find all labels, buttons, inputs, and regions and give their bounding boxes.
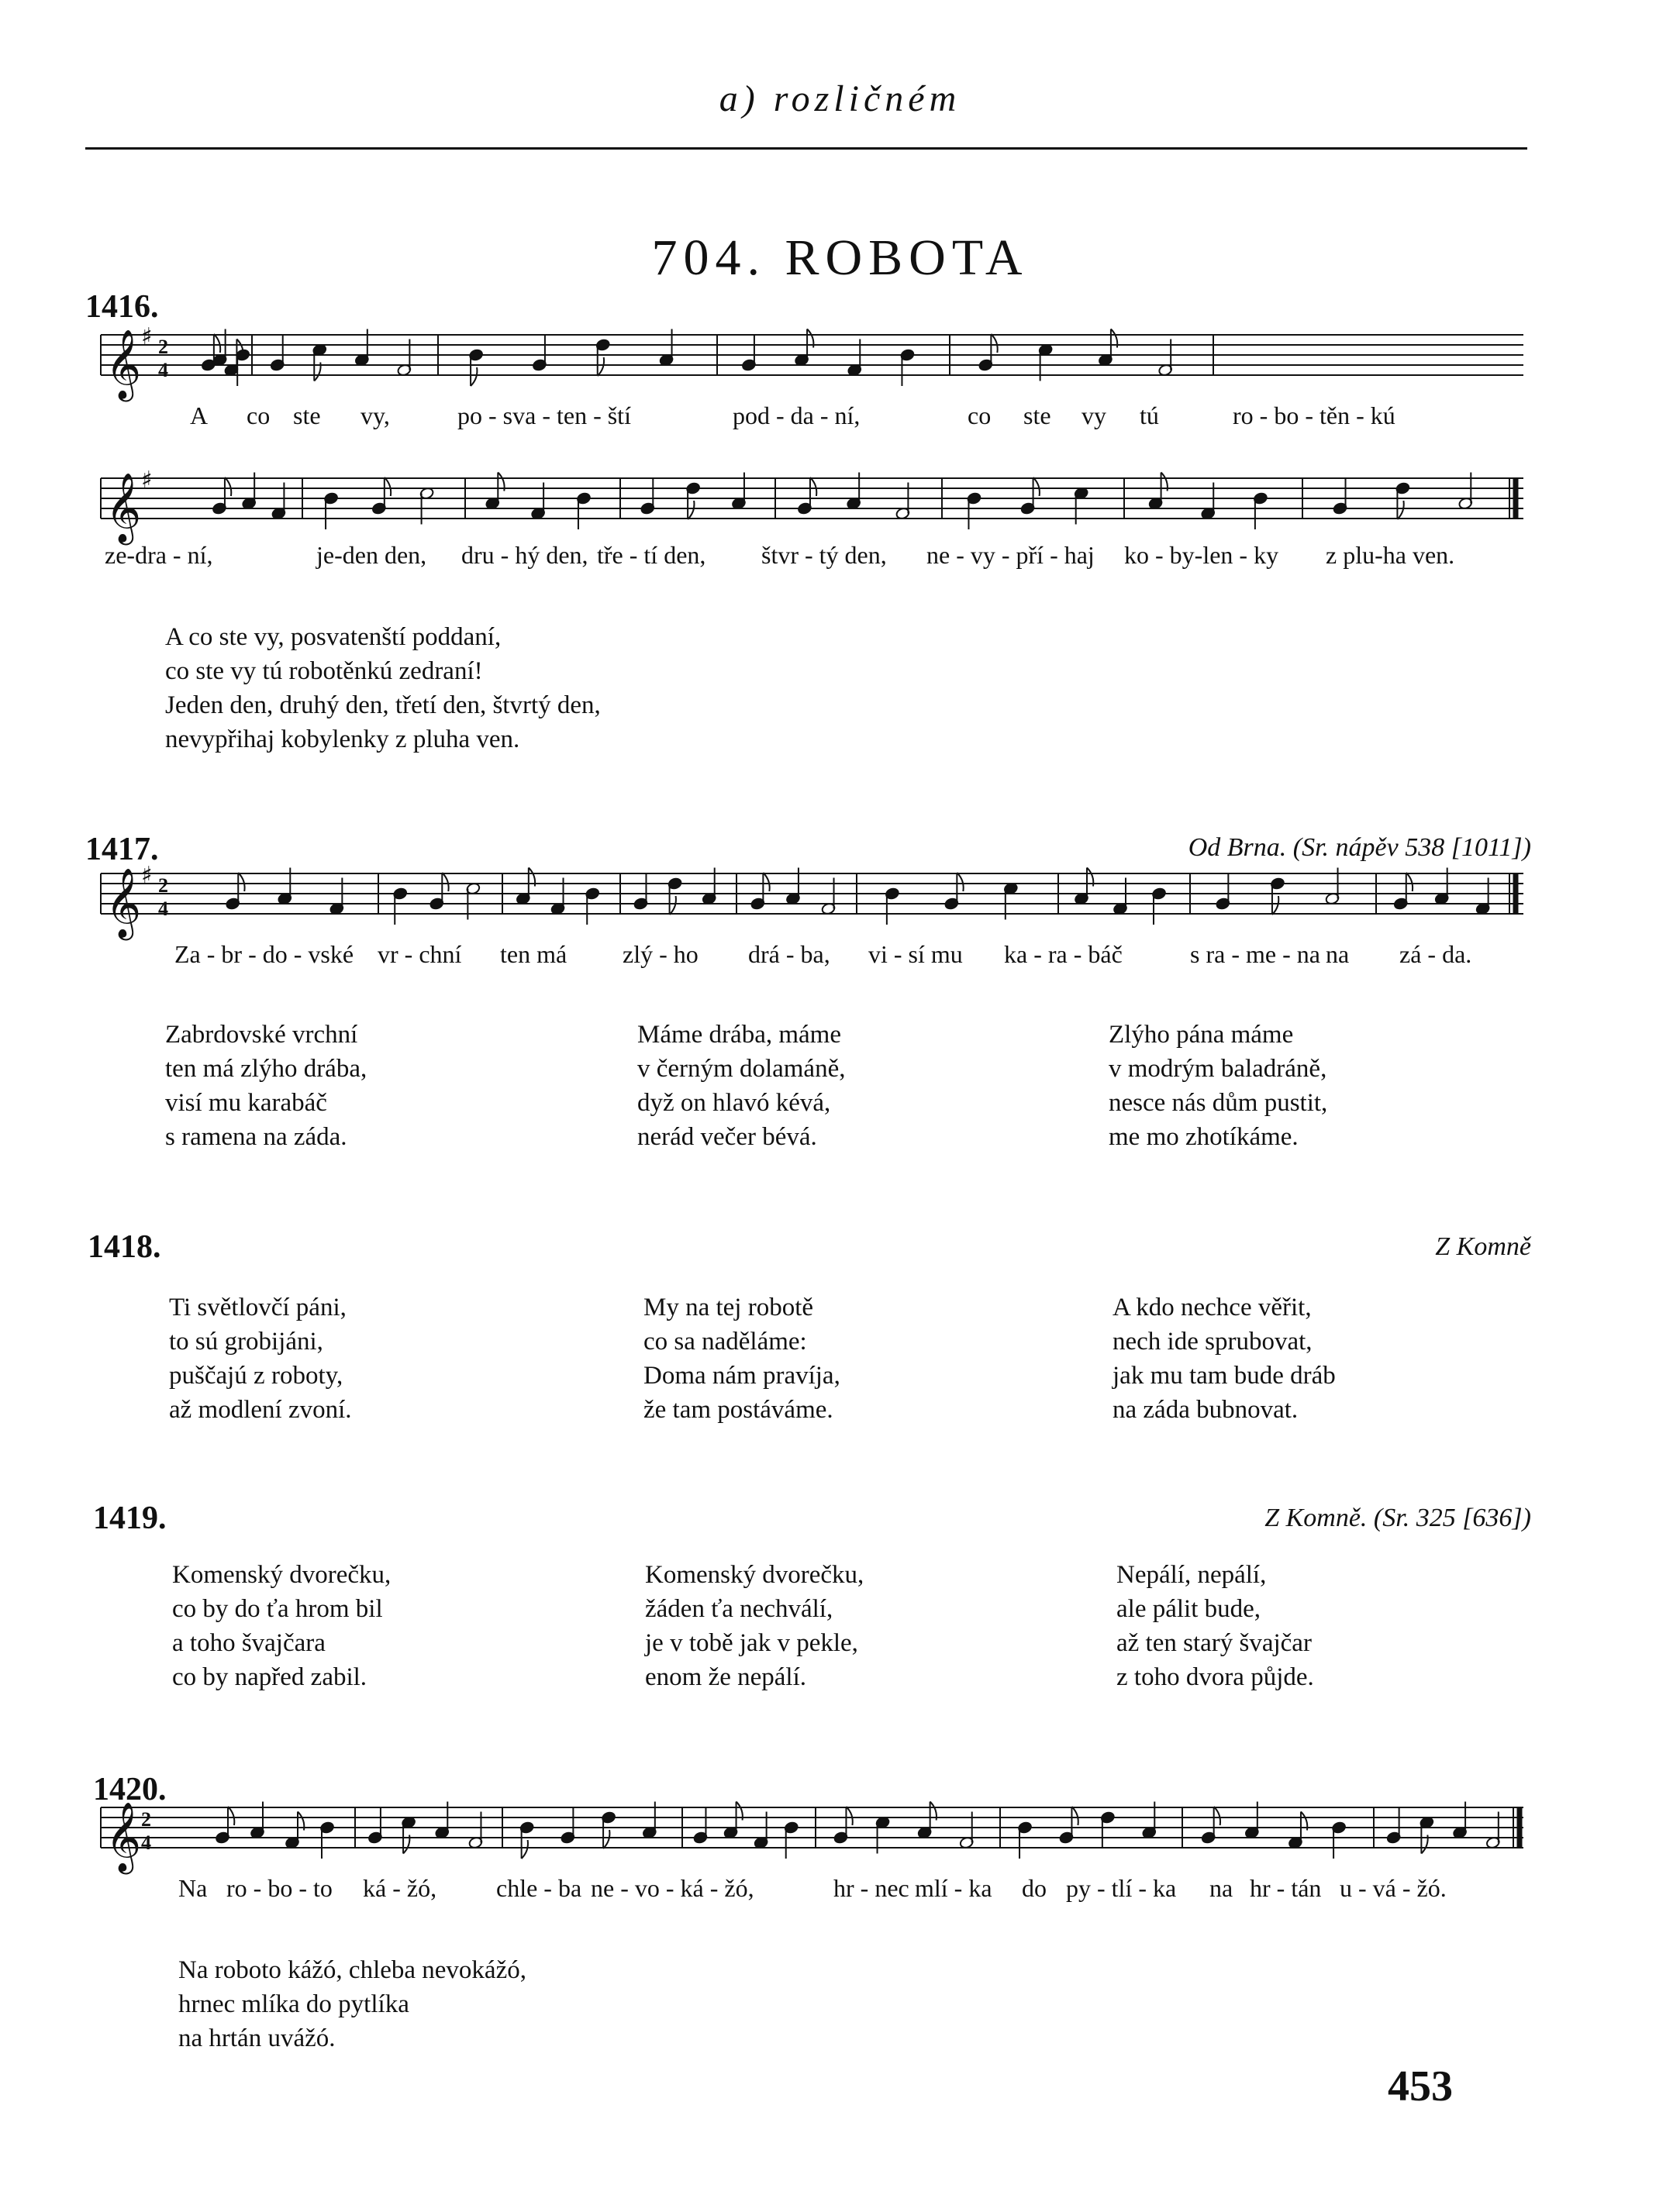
note-flag (522, 1840, 528, 1859)
lyric-syllable: py - tlí - ka (1066, 1874, 1177, 1902)
time-signature-denominator: 4 (158, 898, 168, 920)
song-title: 704. ROBOTA (651, 229, 1029, 286)
lyric-syllable: ten má (500, 940, 567, 968)
text-line: nevypřihaj kobylenky z pluha ven. (165, 725, 520, 753)
sharp-icon: ♯ (141, 467, 153, 494)
text-line: na hrtán uvážó. (178, 2024, 336, 2052)
text-line: s ramena na záda. (165, 1123, 347, 1151)
text-line: A kdo nechce věřit, (1113, 1294, 1312, 1321)
treble-clef-icon: 𝄞 (105, 329, 142, 399)
lyric-syllable: zlý - ho (623, 940, 699, 968)
song-text (178, 1953, 526, 2055)
melody-number: 1419. (93, 1501, 167, 1536)
text-line: dyž on hlavó kévá, (637, 1089, 831, 1117)
lyric-syllable: ro - bo - těn - kú (1233, 401, 1395, 429)
lyric-syllable: na (1209, 1874, 1233, 1902)
lyric-syllable: na (1326, 940, 1350, 968)
lyric-syllable: vy (1081, 401, 1106, 429)
treble-clef-icon: 𝄞 (105, 473, 142, 543)
lyric-syllable: co (247, 401, 271, 429)
source-note: Z Komně. (Sr. 325 [636]) (1264, 1504, 1531, 1532)
text-line: nesce nás dům pustit, (1109, 1089, 1328, 1117)
lyric-syllable: zá - da. (1399, 940, 1472, 968)
text-line: Nepálí, nepálí, (1116, 1561, 1267, 1589)
lyric-syllable: ne - vy - pří - haj (926, 541, 1095, 569)
melody-number: 1420. (93, 1772, 167, 1807)
note-flag (846, 1807, 852, 1825)
time-signature-denominator: 4 (158, 359, 168, 381)
sharp-icon: ♯ (141, 862, 153, 889)
lyric-syllable: tře - tí den, (597, 541, 706, 569)
text-line: Doma nám pravíja, (643, 1362, 840, 1390)
lyric-syllable: pod - da - ní, (733, 401, 861, 429)
lyric-syllable: s ra - me - na (1190, 940, 1320, 968)
page-number: 453 (1388, 2062, 1453, 2110)
source-note: Od Brna. (Sr. nápěv 538 [1011]) (1188, 833, 1531, 862)
lyric-syllable: hr - tán (1250, 1874, 1322, 1902)
lyric-syllable: ká - žó, (363, 1874, 437, 1902)
lyric-syllable: vr - chní (378, 940, 462, 968)
lyric-syllable: drá - ba, (748, 940, 830, 968)
text-line: na záda bubnovat. (1113, 1396, 1299, 1424)
text-line: a toho švajčara (172, 1629, 326, 1657)
lyric-syllable: z plu-ha ven. (1326, 541, 1455, 569)
lyric-syllable: Na (178, 1874, 208, 1902)
text-line: to sú grobijáni, (169, 1328, 323, 1356)
lyric-syllable: ze-dra - ní, (105, 541, 213, 569)
text-line: Komenský dvorečku, (645, 1561, 864, 1589)
lyric-syllable: hr - nec (833, 1874, 909, 1902)
text-line: až modlení zvoní. (169, 1396, 352, 1424)
lyric-syllable: vy, (360, 401, 390, 429)
melody-number: 1416. (85, 289, 159, 325)
text-line: puščajú z roboty, (169, 1362, 343, 1390)
treble-clef-icon: 𝄞 (105, 1802, 142, 1872)
text-line: Máme drába, máme (637, 1021, 841, 1049)
lyric-syllable: ro - bo - to (226, 1874, 333, 1902)
text-line: v modrým baladráně, (1109, 1055, 1327, 1083)
text-line: Jeden den, druhý den, třetí den, štvrtý den, (165, 691, 601, 719)
text-line: co by do ťa hrom bil (172, 1595, 383, 1623)
time-signature-numerator: 2 (158, 336, 168, 358)
lyric-syllable: mlí - ka (915, 1874, 992, 1902)
text-line: Na roboto kážó, chleba nevokážó, (178, 1956, 526, 1984)
text-line: ten má zlýho drába, (165, 1055, 367, 1083)
time-signature-numerator: 2 (141, 1808, 151, 1831)
text-line: nerád večer bévá. (637, 1123, 817, 1151)
lyric-syllable: dru - hý den, (461, 541, 588, 569)
text-line: me mo zhotíkáme. (1109, 1123, 1299, 1151)
section-title: a) rozličném (719, 78, 961, 119)
text-line: v černým dolamáně, (637, 1055, 846, 1083)
lyric-syllable: ste (293, 401, 321, 429)
text-line: ale pálit bude, (1116, 1595, 1261, 1623)
lyric-syllable: tú (1140, 401, 1159, 429)
text-line: co sa naděláme: (643, 1328, 807, 1356)
treble-clef-icon: 𝄞 (105, 868, 142, 938)
note-flag (228, 1807, 234, 1825)
text-line: Komenský dvorečku, (172, 1561, 392, 1589)
text-line: je v tobě jak v pekle, (645, 1629, 858, 1657)
lyric-syllable: chle - ba (496, 1874, 582, 1902)
lyric-syllable: A (190, 401, 209, 429)
text-line: visí mu karabáč (165, 1089, 327, 1117)
lyric-syllable: ste (1023, 401, 1051, 429)
text-line: Ti světlovčí páni, (169, 1294, 347, 1321)
source-note: Z Komně (1435, 1232, 1531, 1261)
lyric-syllable: ne - vo - ká - žó, (591, 1874, 754, 1902)
text-line: Zabrdovské vrchní (165, 1021, 358, 1049)
lyric-syllable: je-den den, (316, 541, 427, 569)
lyric-syllable: co (968, 401, 992, 429)
lyric-syllable: po - sva - ten - ští (457, 401, 631, 429)
time-signature-denominator: 4 (141, 1831, 151, 1854)
text-line: jak mu tam bude dráb (1113, 1362, 1336, 1390)
note-flag (603, 1830, 609, 1849)
text-line: enom že nepálí. (645, 1663, 806, 1691)
text-line: nech ide sprubovat, (1113, 1328, 1313, 1356)
melody-number: 1417. (85, 832, 159, 867)
note-flag (1214, 1807, 1220, 1825)
time-signature-numerator: 2 (158, 874, 168, 897)
text-line: hrnec mlíka do pytlíka (178, 1990, 409, 2018)
text-line: z toho dvora půjde. (1116, 1663, 1314, 1691)
text-line: že tam postáváme. (643, 1396, 833, 1424)
lyric-syllable: do (1022, 1874, 1047, 1902)
sharp-icon: ♯ (141, 323, 153, 350)
note-flag (1071, 1807, 1078, 1825)
text-line: co ste vy tú robotěnkú zedraní! (165, 657, 483, 685)
lyric-syllable: u - vá - žó. (1340, 1874, 1447, 1902)
lyric-syllable: vi - sí mu (868, 940, 963, 968)
text-line: My na tej robotě (643, 1294, 814, 1321)
lyric-syllable: ka - ra - báč (1004, 940, 1123, 968)
text-line: žáden ťa nechválí, (645, 1595, 833, 1623)
lyric-syllable: ko - by-len - ky (1124, 541, 1279, 569)
lyric-syllable: štvr - tý den, (761, 541, 887, 569)
melody-number: 1418. (88, 1229, 161, 1265)
text-line: až ten starý švajčar (1116, 1629, 1312, 1657)
lyric-syllable: Za - br - do - vské (174, 940, 354, 968)
text-line: A co ste vy, posvatenští poddaní, (165, 623, 502, 651)
text-line: co by napřed zabil. (172, 1663, 367, 1691)
text-line: Zlýho pána máme (1109, 1021, 1294, 1049)
